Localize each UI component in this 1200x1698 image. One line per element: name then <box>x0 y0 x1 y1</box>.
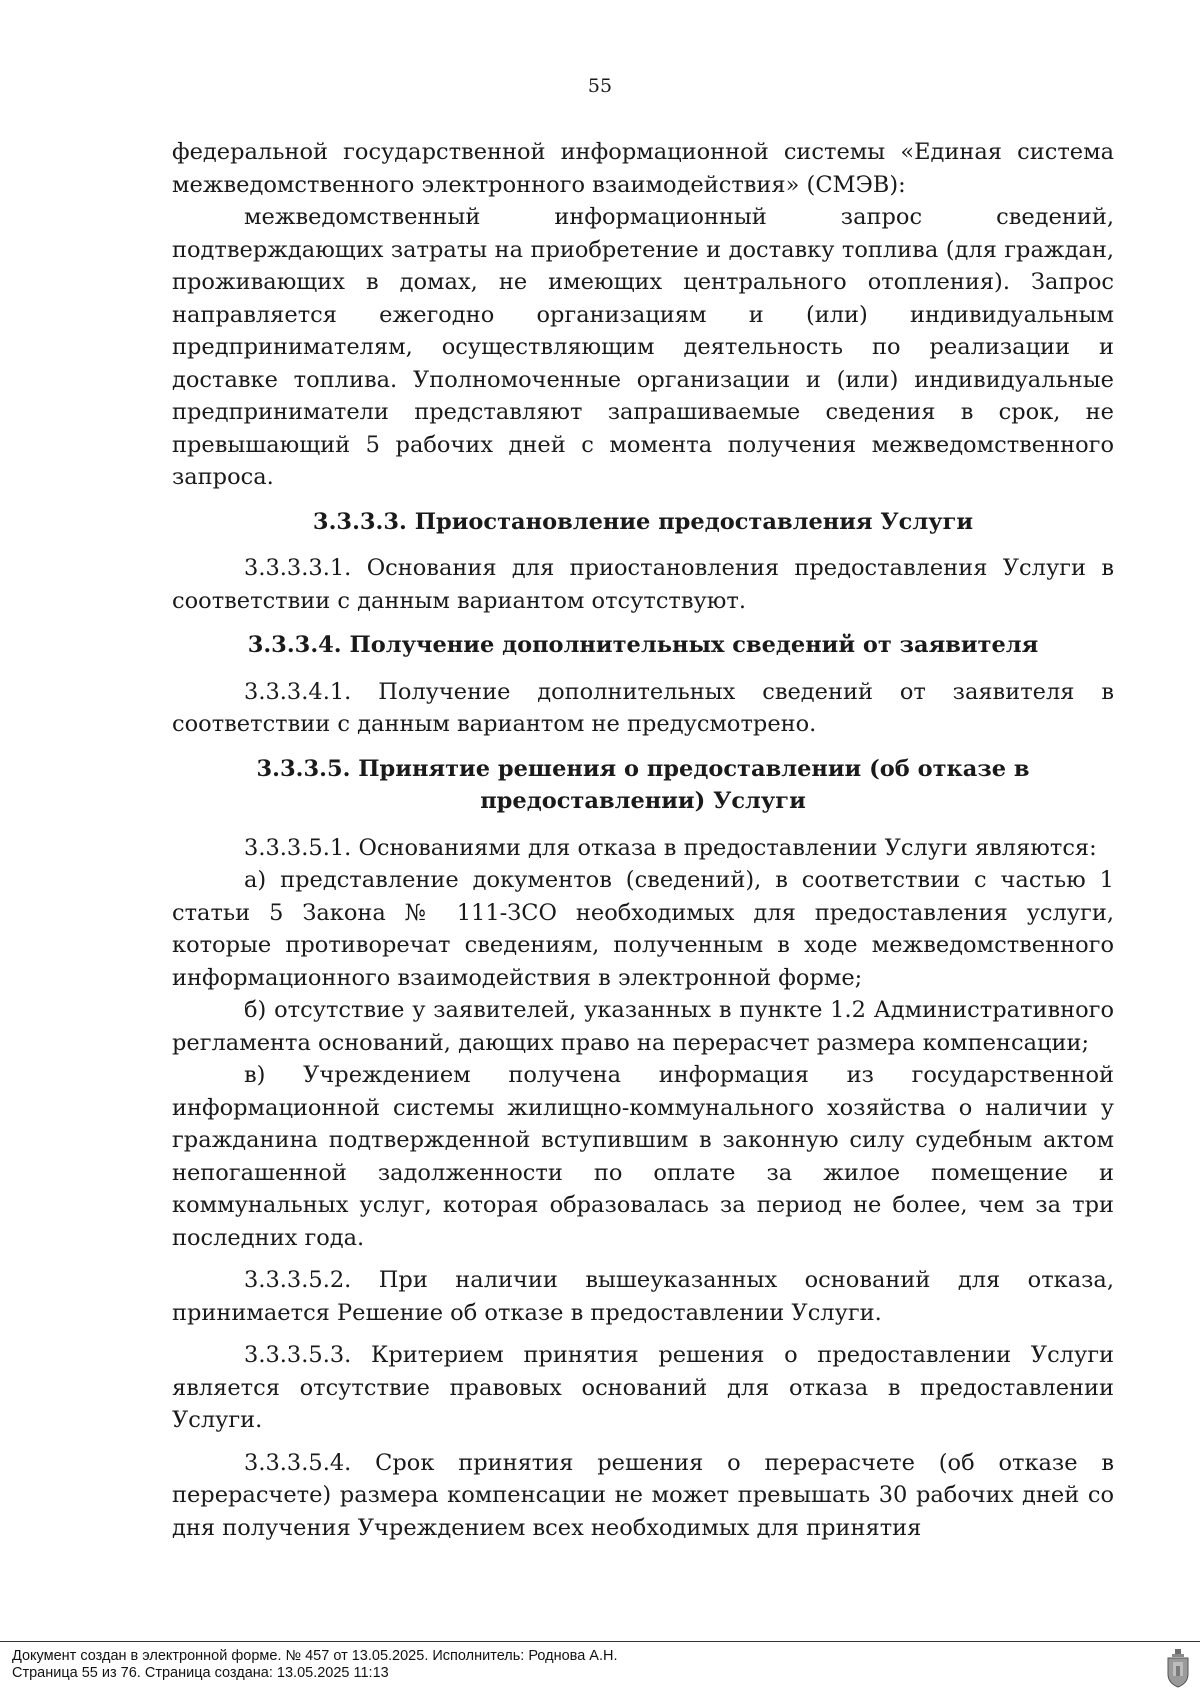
paragraph-decision-criterion: 3.3.3.5.3. Критерием принятия решения о предоставлении Услуги является отсутствие правовых оснований для отказа в предоставлении Услуги. <box>172 1342 1114 1433</box>
document-body <box>172 136 1114 1544</box>
list-item-c: в) Учреждением получена информация из государственной информационной системы жилищно-коммунального хозяйства о наличии у гражданина подтвержденной вступившим в законную силу судебным актом непогашенной задолженности по оплате за жилое помещение и коммунальных услуг, которая образовалась за период не более, чем за три последних года. <box>172 1062 1114 1251</box>
paragraph-intro: федеральной государственной информационной системы «Единая система межведомственного электронного взаимодействия» (СМЭВ): <box>172 139 1114 198</box>
footer-page-info: Страница 55 из 76. Страница создана: 13.05.2025 11:13 <box>12 1665 389 1681</box>
section-heading-suspension: 3.3.3.3. Приостановление предоставления Услуги <box>312 508 974 535</box>
paragraph-suspension-grounds: 3.3.3.3.1. Основания для приостановления предоставления Услуги в соответствии с данным вариантом отсутствуют. <box>172 555 1114 614</box>
list-item-b: б) отсутствие у заявителей, указанных в пункте 1.2 Административного регламента оснований, дающих право на перерасчет размера компенсации; <box>172 997 1114 1056</box>
section-heading-decision: 3.3.3.5. Принятие решения о предоставлении (об отказе в предоставлении) Услуги <box>256 755 1030 814</box>
paragraph-additional-info: 3.3.3.4.1. Получение дополнительных сведений от заявителя в соответствии с данным вариантом не предусмотрено. <box>172 678 1114 737</box>
paragraph-refusal-grounds: 3.3.3.5.1. Основаниями для отказа в предоставлении Услуги являются: <box>244 834 1097 861</box>
paragraph-interagency-request: межведомственный информационный запрос сведений, подтверждающих затраты на приобретение и доставку топлива (для граждан, проживающих в домах, не имеющих центрального отопления). Запрос направляется ежегодно организациям и (или) индивидуальным предпринимателям, осуществляющим деятельность по реализации и доставке топлива. Уполномоченные организации и (или) индивидуальные предприниматели представляют запрашиваемые сведения в срок, не превышающий 5 рабочих дней с момента получения межведомственного запроса. <box>172 204 1114 490</box>
paragraph-decision-deadline: 3.3.3.5.4. Срок принятия решения о перерасчете (об отказе в перерасчете) размера компенсации не может превышать 30 рабочих дней со дня получения Учреждением всех необходимых для принятия <box>172 1449 1114 1541</box>
page-number: 55 <box>587 75 613 97</box>
coat-of-arms-icon <box>1164 1648 1192 1688</box>
section-heading-additional-info: 3.3.3.4. Получение дополнительных сведений от заявителя <box>247 632 1039 658</box>
footer <box>12 1648 618 1682</box>
paragraph-refusal-decision: 3.3.3.5.2. При наличии вышеуказанных оснований для отказа, принимается Решение об отказе в предоставлении Услуги. <box>172 1267 1114 1326</box>
list-item-a: а) представление документов (сведений), в соответствии с частью 1 статьи 5 Закона № 111-ЗСО необходимых для предоставления услуги, которые противоречат сведениям, полученным в ходе межведомственного информационного взаимодействия в электронной форме; <box>172 867 1114 991</box>
footer-document-info: Документ создан в электронной форме. № 457 от 13.05.2025. Исполнитель: Роднова А.Н. <box>12 1648 618 1664</box>
footer-divider <box>0 1641 1200 1642</box>
